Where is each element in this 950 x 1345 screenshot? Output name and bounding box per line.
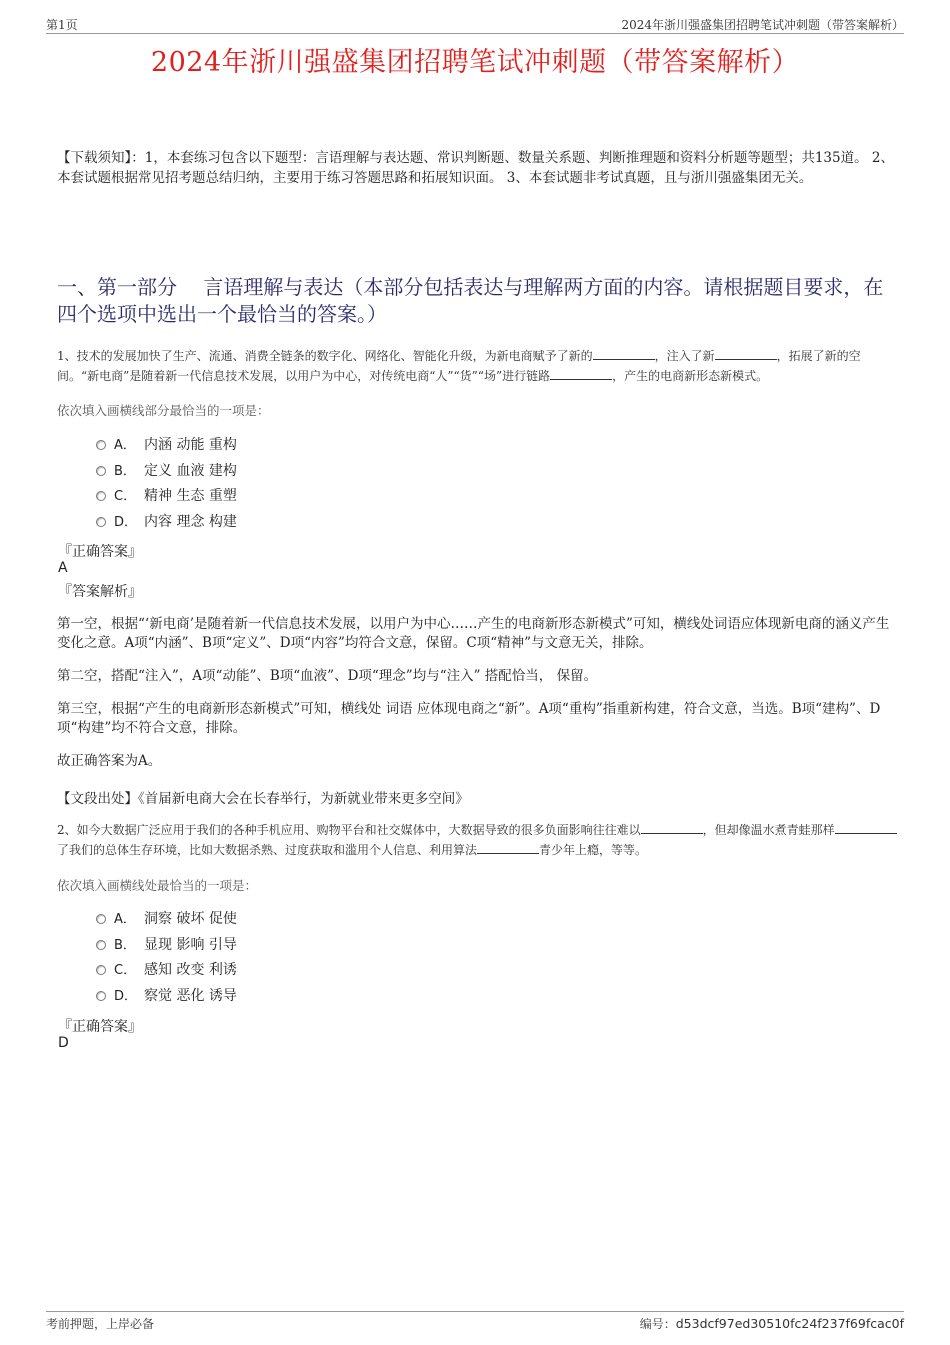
q2-answer: D — [58, 1035, 69, 1051]
q2-text-part-1: 2、如今大数据广泛应用于我们的各种手机应用、购物平台和社交媒体中，大数据导致的很多负面影响往往难以 — [57, 823, 641, 837]
download-notice: 【下载须知】：1，本套练习包含以下题型：言语理解与表达题、常识判断题、数量关系题、判断推理题和资料分析题等题型；共135道。 2、本套试题根据常见招考题总结归纳，主要用于练习答题思路和拓展知识面。 3、本套试题非考试真题，且与浙川强盛集团无关。 — [57, 150, 894, 186]
q1-analysis-label: 『答案解析』 — [58, 584, 142, 600]
question-1-stem — [57, 346, 900, 386]
q2-option-b[interactable]: B． 显现 影响 引导 — [96, 933, 237, 959]
q1-source: 【文段出处】《首届新电商大会在长春举行，为新就业带来更多空间》 — [57, 791, 469, 807]
page-header — [46, 14, 904, 34]
q2-text-part-3: 了我们的总体生存环境，比如大数据杀熟、过度获取和滥用个人信息、利用算法 — [57, 843, 478, 857]
q1-instruction: 依次填入画横线部分最恰当的一项是： — [57, 403, 270, 418]
q1-answer-label: 『正确答案』 — [58, 544, 142, 560]
answer-blank — [835, 822, 897, 834]
question-2-stem — [57, 820, 900, 860]
q2-option-d[interactable]: D． 察觉 恶化 诱导 — [96, 984, 237, 1010]
section-heading: 一、第一部分 言语理解与表达（本部分包括表达与理解两方面的内容。请根据题目要求，在四个选项中选出一个最恰当的答案。） — [57, 275, 884, 326]
answer-blank — [550, 368, 612, 380]
page-number: 第1页 — [46, 18, 78, 32]
q2-option-c[interactable]: C． 感知 改变 利诱 — [96, 958, 237, 984]
footer-code: 编号：d53dcf97ed30510fc24f237f69fcac0f — [639, 1316, 904, 1331]
q1-analysis-paragraph-3: 第三空，根据“产生的电商新形态新模式”可知，横线处 词语 应体现电商之“新”。A项“重构”指重新构建，符合文意，当选。B项“建构”、D项“构建”均不符合文意，排除。 — [57, 701, 881, 736]
answer-blank — [593, 348, 655, 360]
answer-blank — [477, 842, 539, 854]
q2-text-part-4: 青少年上瘾，等等。 — [539, 843, 648, 857]
q1-option-c[interactable]: C． 精神 生态 重塑 — [96, 484, 237, 510]
q1-text-part-2: ，注入了新 — [654, 349, 715, 363]
answer-blank — [641, 822, 703, 834]
radio-icon[interactable] — [96, 517, 106, 527]
radio-icon[interactable] — [96, 991, 106, 1001]
q1-option-d[interactable]: D． 内容 理念 构建 — [96, 510, 237, 536]
q1-text-part-4: ，产生的电商新形态新模式。 — [612, 369, 769, 383]
q2-text-part-2: ，但却像温水煮青蛙那样 — [702, 823, 835, 837]
radio-icon[interactable] — [96, 440, 106, 450]
q2-options — [96, 907, 237, 1009]
q1-analysis-paragraph-4: 故正确答案为A。 — [57, 753, 162, 769]
radio-icon[interactable] — [96, 940, 106, 950]
radio-icon[interactable] — [96, 466, 106, 476]
q2-instruction: 依次填入画横线处最恰当的一项是： — [57, 878, 258, 893]
radio-icon[interactable] — [96, 965, 106, 975]
q1-option-a[interactable]: A． 内涵 动能 重构 — [96, 433, 237, 459]
page-footer — [46, 1311, 904, 1334]
q1-options — [96, 433, 237, 535]
header-doc-title: 2024年浙川强盛集团招聘笔试冲刺题（带答案解析） — [621, 18, 904, 32]
q1-text-part-1: 1、技术的发展加快了生产、流通、消费全链条的数字化、网络化、智能化升级，为新电商赋予了新的 — [57, 349, 593, 363]
q1-analysis-paragraph-2: 第二空，搭配“注入”，A项“动能”、B项“血液”、D项“理念”均与“注入” 搭配恰当， 保留。 — [57, 668, 598, 684]
q1-analysis-paragraph-1: 第一空，根据“‘新电商’是随着新一代信息技术发展，以用户为中心……产生的电商新形态新模式”可知，横线处词语应体现新电商的涵义产生变化之意。A项“内涵”、B项“定义”、D项“内容”均符合文意，保留。C项“精神”与文意无关，排除。 — [57, 616, 890, 651]
q2-option-a[interactable]: A． 洞察 破坏 促使 — [96, 907, 237, 933]
q1-text-part-3: ，拓展了新的空间。“新电商”是随着新一代信息技术发展，以用户为中心，对传统电商“人”“货”“场”进行链路 — [57, 349, 861, 383]
radio-icon[interactable] — [96, 491, 106, 501]
q1-option-b[interactable]: B． 定义 血液 建构 — [96, 459, 237, 485]
document-title: 2024年浙川强盛集团招聘笔试冲刺题（带答案解析） — [150, 47, 800, 78]
answer-blank — [715, 348, 777, 360]
radio-icon[interactable] — [96, 914, 106, 924]
q1-answer: A — [58, 560, 68, 576]
q2-answer-label: 『正确答案』 — [58, 1019, 142, 1035]
footer-slogan: 考前押题，上岸必备 — [46, 1317, 155, 1331]
